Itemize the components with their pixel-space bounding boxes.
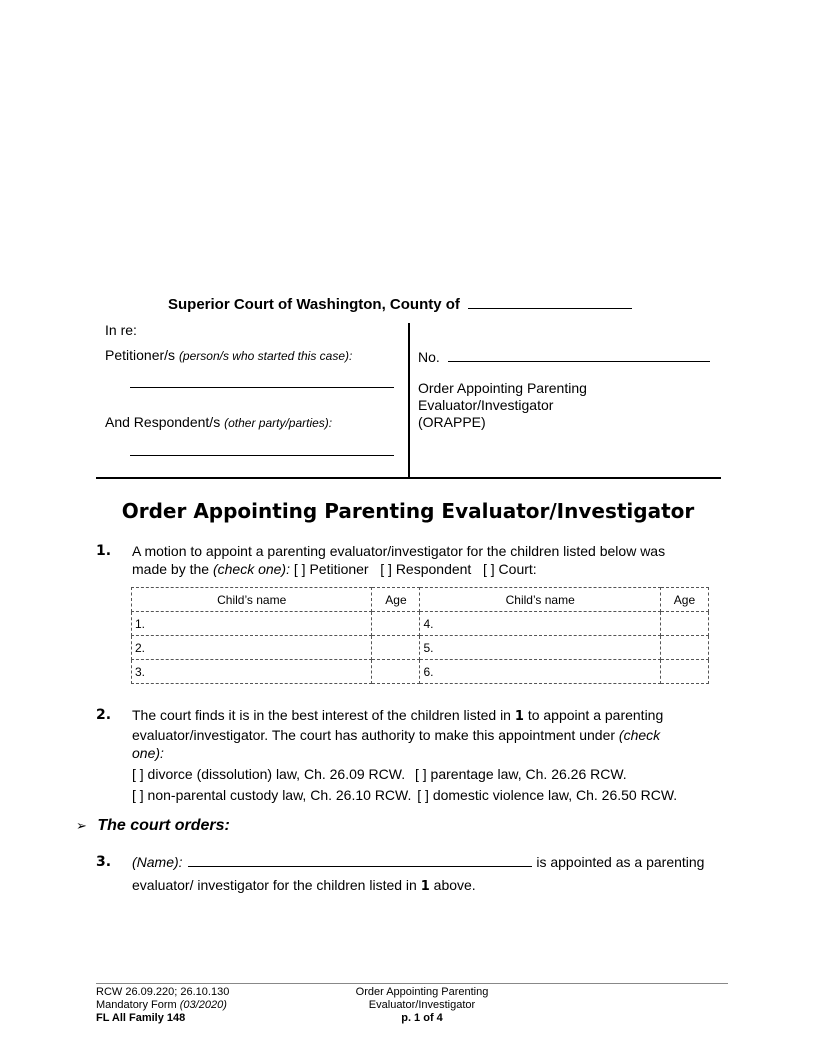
footer-mandatory-label: Mandatory Form	[96, 999, 177, 1011]
caption-doc-title	[418, 380, 587, 431]
case-number-label: No.	[418, 349, 440, 365]
section-2-options-row2	[132, 786, 677, 804]
footer-title-line1: Order Appointing Parenting	[355, 986, 489, 998]
section-3-line2	[132, 876, 704, 896]
child-name-cell[interactable]: 1.	[132, 612, 372, 636]
name-label: (Name):	[132, 854, 183, 870]
option-domestic-violence[interactable]: [ ] domestic violence law, Ch. 26.50 RCW.	[417, 787, 678, 803]
footer-rule	[96, 983, 728, 984]
court-orders-label: The court orders:	[97, 817, 230, 834]
age-cell[interactable]	[372, 612, 420, 636]
option-divorce[interactable]: [ ] divorce (dissolution) law, Ch. 26.09 RCW.	[132, 766, 406, 782]
respondent-label: And Respondent/s	[105, 414, 221, 430]
child-name-cell[interactable]: 3.	[132, 660, 372, 684]
age-cell[interactable]	[372, 636, 420, 660]
section-3-line2-b: above.	[433, 877, 476, 893]
section-1-hint: (check one):	[212, 561, 290, 577]
section-2-text	[132, 706, 677, 804]
section-2-line1-b: to appoint a parenting	[527, 707, 664, 723]
child-name-cell[interactable]: 2.	[132, 636, 372, 660]
page-title: Order Appointing Parenting Evaluator/Investigator	[121, 499, 695, 523]
footer-form-id: FL All Family 148	[96, 1012, 186, 1024]
children-table-header	[132, 588, 709, 612]
age-cell[interactable]	[372, 660, 420, 684]
section-3-text	[132, 853, 704, 896]
section-1-options: [ ] Petitioner [ ] Respondent [ ] Court:	[293, 561, 537, 577]
section-1-line1: A motion to appoint a parenting evaluator/investigator for the children listed below was	[132, 543, 666, 559]
footer-mandatory	[96, 999, 229, 1012]
table-row	[132, 612, 709, 636]
age-header: Age	[660, 588, 708, 612]
caption-doc-title-line1: Order Appointing Parenting	[418, 380, 587, 396]
court-label: Superior Court of Washington, County of	[168, 296, 460, 313]
section-2-line1	[132, 706, 677, 726]
footer-center	[322, 986, 522, 1025]
age-cell[interactable]	[660, 636, 708, 660]
respondent-name-line	[130, 455, 394, 456]
caption-divider	[408, 323, 410, 478]
in-re-label: In re:	[105, 322, 137, 338]
child-name-header: Child’s name	[132, 588, 372, 612]
section-2-options-row1	[132, 765, 677, 783]
section-3-line2-a: evaluator/ investigator for the children listed in	[132, 877, 417, 893]
county-blank	[468, 308, 632, 309]
section-1-number: 1.	[96, 543, 112, 559]
section-3-number: 3.	[96, 854, 112, 870]
age-cell[interactable]	[660, 612, 708, 636]
section-2-hint-b: one):	[132, 745, 164, 761]
age-header: Age	[372, 588, 420, 612]
respondent-hint: (other party/parties):	[224, 416, 333, 430]
evaluator-name-blank[interactable]	[188, 866, 532, 867]
child-name-header: Child’s name	[420, 588, 660, 612]
section-1-made-by: made by the	[132, 561, 210, 577]
section-3-line1	[132, 853, 704, 871]
footer-page-number: p. 1 of 4	[401, 1012, 443, 1024]
section-2-hint-a: (check	[618, 727, 661, 743]
section-2-ref: 1	[514, 709, 524, 724]
table-row	[132, 636, 709, 660]
section-2-line1-a: The court finds it is in the best interest of the children listed in	[132, 707, 511, 723]
footer-rcw: RCW 26.09.220; 26.10.130	[96, 986, 230, 998]
petitioner-label: Petitioner/s	[105, 347, 176, 363]
court-orders-heading	[76, 817, 230, 835]
arrow-icon: ➢	[76, 819, 87, 834]
section-3-ref: 1	[420, 879, 430, 894]
section-1-text	[132, 542, 665, 578]
section-2-number: 2.	[96, 707, 112, 723]
caption-doc-code: (ORAPPE)	[418, 414, 486, 430]
section-2-line2-text: evaluator/investigator. The court has authority to make this appointment under	[132, 727, 616, 743]
petitioner-name-line	[130, 387, 394, 388]
section-1-line2	[132, 560, 665, 578]
children-table	[131, 587, 709, 684]
case-number-row	[418, 349, 710, 365]
petitioner-label-row	[105, 347, 352, 363]
footer-title-line2: Evaluator/Investigator	[368, 999, 476, 1011]
respondent-label-row	[105, 414, 332, 430]
section-3-line1-end: is appointed as a parenting	[536, 854, 705, 870]
option-parentage[interactable]: [ ] parentage law, Ch. 26.26 RCW.	[415, 766, 627, 782]
option-non-parental-custody[interactable]: [ ] non-parental custody law, Ch. 26.10 RCW.	[132, 787, 412, 803]
age-cell[interactable]	[660, 660, 708, 684]
child-name-cell[interactable]: 4.	[420, 612, 660, 636]
footer-left	[96, 986, 229, 1025]
caption-doc-title-line2: Evaluator/Investigator	[418, 397, 554, 413]
table-row	[132, 660, 709, 684]
child-name-cell[interactable]: 6.	[420, 660, 660, 684]
child-name-cell[interactable]: 5.	[420, 636, 660, 660]
petitioner-hint: (person/s who started this case):	[178, 349, 353, 363]
court-heading	[168, 296, 632, 313]
caption-bottom-rule	[96, 477, 721, 479]
footer-form-date: (03/2020)	[179, 999, 227, 1011]
case-number-blank	[448, 361, 710, 362]
section-2-line2	[132, 726, 677, 744]
